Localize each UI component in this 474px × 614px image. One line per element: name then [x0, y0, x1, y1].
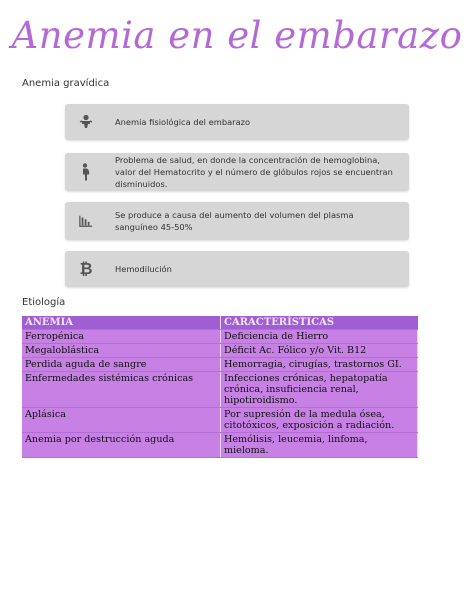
column-header: ANEMIA [22, 316, 221, 330]
table-cell: Déficit Ac. Fólico y/o Vit. B12 [221, 344, 418, 358]
card-text: Se produce a causa del aumento del volumen del plasma sanguíneo 45-50% [115, 210, 354, 232]
section-label-etiologia: Etiología [22, 297, 66, 308]
table-cell: Perdida aguda de sangre [22, 358, 221, 372]
table-cell: Hemorragia, cirugías, trastornos GI. [221, 358, 418, 372]
card-text: Hemodilución [115, 264, 172, 274]
decreasing-bar-chart-icon [79, 213, 93, 229]
table-cell: Aplásica [22, 408, 221, 433]
card-text: Anemia fisiológica del embarazo [115, 117, 251, 127]
info-card [65, 104, 409, 140]
table-cell: Enfermedades sistémicas crónicas [22, 372, 221, 408]
table-cell: Ferropénica [22, 330, 221, 344]
table-cell: Anemia por destrucción aguda [22, 433, 221, 458]
column-header: CARACTERÍSTICAS [221, 316, 418, 330]
page-title: Anemia en el embarazo [11, 14, 463, 57]
info-card [65, 153, 409, 191]
table-cell: Por supresión de la medula ósea, citotóxicos, exposición a radiación. [221, 408, 418, 433]
table-row [22, 344, 418, 358]
table-row [22, 372, 418, 408]
info-card [65, 202, 409, 240]
baby-icon [79, 114, 93, 130]
table-cell: Hemólisis, leucemia, linfoma, mieloma. [221, 433, 418, 458]
table-cell: Megaloblástica [22, 344, 221, 358]
table-header-row [22, 316, 418, 330]
pregnant-person-icon [79, 164, 93, 180]
table-cell: Infecciones crónicas, hepatopatía crónica, insuficiencia renal, hipotiroidismo. [221, 372, 418, 408]
table-row [22, 330, 418, 344]
table-row [22, 408, 418, 433]
card-text: Problema de salud, en donde la concentración de hemoglobina, valor del Hematocrito y el número de glóbulos rojos se encuentran disminuidos. [115, 155, 393, 189]
info-card [65, 251, 409, 287]
table-row [22, 433, 418, 458]
bitcoin-icon: ₿ [79, 259, 93, 278]
table-cell: Deficiencia de Hierro [221, 330, 418, 344]
section-label-anemia-gravidica: Anemia gravídica [22, 78, 110, 89]
etiology-table [22, 316, 418, 458]
table-row [22, 358, 418, 372]
